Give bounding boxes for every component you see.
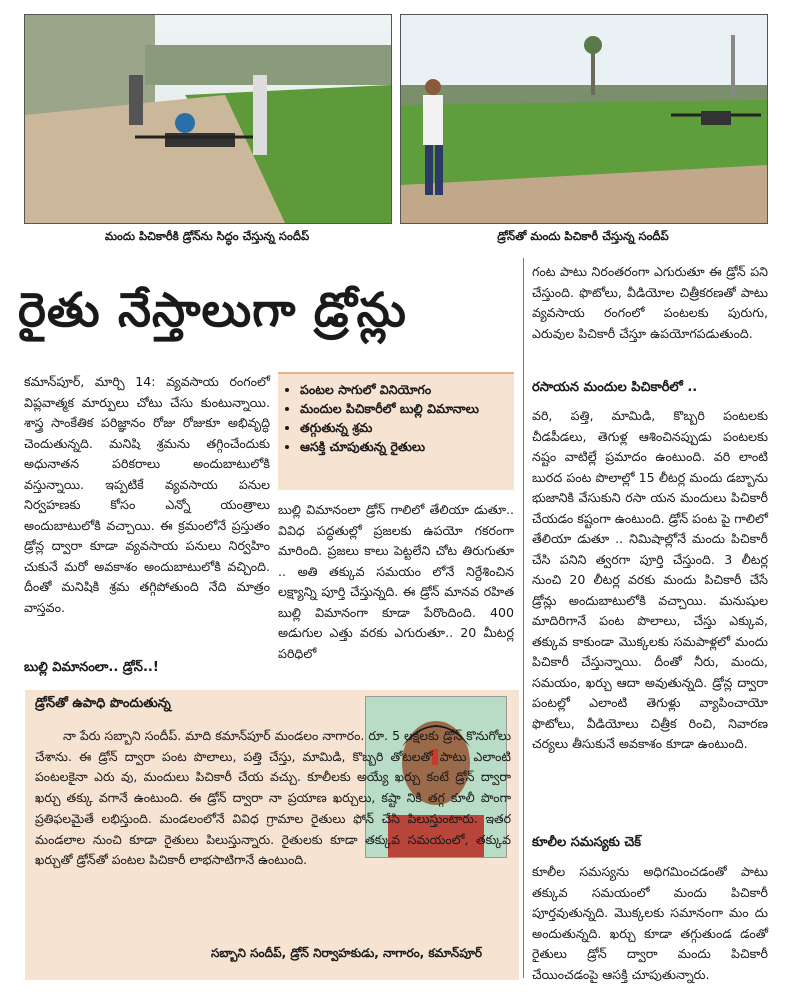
- interview-box: [25, 690, 519, 980]
- right-mid-text: వరి, పత్తి, మామిడి, కొబ్బరి పంటలకు చీడపీడలు, తెగుళ్ల ఆశించినప్పుడు పంటలకు నష్టం వాటిల్లే ప్రమాదం ఉంటుంది. వరి లాంటి బురద పంట పొలాల్లో 15 లీటర్ల మందు డబ్బాను భుజానికి వేసుకుని రసా యన మందులు పిచికారీ చేయడం కష్టంగా ఉంటుంది. డ్రోన్ పంట పై గాలిలో తేలియా డుతూ .. నిమిషాల్లోనే మందు పిచికారీ చేసి పనిని త్వరగా పూర్తి చేస్తుంది. 3 లీటర్ల నుంచి 20 లీటర్ల వరకు మందు పిచికారీ చేసే డ్రోన్లు అందుబాటులోకి వచ్చాయి. మనుషుల మాదిరిగానే పంట పొలాలు, చేస్తు ఎక్కువ, తక్కువ కాకుండా మొక్కలకు సమపాళ్లలో మందు పిచికారీ చేస్తున్నాయి. దీంతో నీరు, మందు, సమయం, ఖర్చు ఆదా అవుతున్నది. డ్రోన్ల ద్వారా పంటల్లో ఎలాంటి తెగుళ్లు వ్యాపించాయో ఫొటోలు, వీడియోలు చిత్రీక రించి, నివారణ చర్యలు తీసుకునే అవకాశం కూడా ఉంటుంది.: [532, 408, 768, 751]
- photo-drone-preparation: [24, 14, 392, 224]
- mid-paragraph: [278, 500, 514, 664]
- right-bottom-text: కూలీల సమస్యను అధిగమించడంతో పాటు తక్కువ సమయంలో మందు పిచికారీ పూర్తవుతున్నది. మొక్కలకు సమానంగా మం దు అందుతున్నది. ఖర్చు కూడా తగ్గుతుండ డంతో రైతులు డ్రోన్ ద్వారా మందు పిచికారీ చేయించడంపై ఆసక్తి చూపుతున్నారు.: [532, 864, 768, 982]
- subhead-kooleela: కూలీల సమస్యకు చెక్: [532, 835, 642, 850]
- photo-left-caption: మందు పిచికారీకి డ్రోన్‌ను సిద్ధం చేస్తున్న సందీప్: [104, 229, 310, 243]
- right-top-paragraph: [532, 262, 768, 344]
- drone-spraying-illustration: [401, 15, 767, 223]
- subhead-rasayana: రసాయన మందుల పిచికారీలో ..: [532, 380, 698, 395]
- interview-body: [35, 726, 511, 871]
- column-divider: [523, 258, 524, 978]
- drone-preparation-illustration: [25, 15, 391, 223]
- photo-right-caption: డ్రోన్‌తో మందు పిచికారీ చేస్తున్న సందీప్: [497, 229, 669, 243]
- mid-text: బుల్లి విమానంలా డ్రోన్ గాలిలో తేలియా డుతూ.. వివిధ పద్ధతుల్లో ప్రజలకు ఉపయో గకరంగా మారింది. ప్రజలు కాలు పెట్టలేని చోట తిరుగుతూ .. అతి తక్కువ సమయం లోనే నిర్దేశించిన లక్ష్యాన్ని పూర్తి చేస్తున్నది. ఈ డ్రోన్ మానవ రహిత బుల్లి విమానంగా కూడా పేరొందింది. 400 అడుగుల ఎత్తు వరకు ఎగురుతూ.. 20 మీటర్ల పరిధిలో: [278, 502, 514, 661]
- highlight-item: • మందుల పిచికారీలో బుల్లి విమానాలు: [300, 399, 506, 418]
- headline: రైతు నేస్తాలుగా డ్రోన్లు: [18, 283, 407, 338]
- highlight-item: • ఆసక్తి చూపుతున్న రైతులు: [300, 437, 506, 456]
- interview-text: నా పేరు సబ్బాని సందీప్. మాది కమాన్‌పూర్ మండలం నాగారం. రూ. 5 లక్షలకు డ్రోన్ కొనుగోలు చేశాను. ఈ డ్రోన్ ద్వారా పంట పొలాలు, పత్తి చేస్తు, మామిడి, కొబ్బరి తోటలతో పాటు ఎలాంటి పంటలకైనా ఎరు వు, మందులు పిచికారీ చేయ వచ్చు. కూలీలకు అయ్యే ఖర్చు కంటే డ్రోన్ ద్వారా ఖర్చు తక్కు వగానే ఉంటుంది. ఈ డ్రోన్ ద్వారా నా ప్రయాణ ఖర్చులు, కష్టా నికి తగ్గ కూలీ పొంగా ప్రతిఫలమైతే లభిస్తుంది. మండలంలోనే వివిధ గ్రామాల రైతులు ఫోన్ చేసి పిలుస్తుంటారు. ఇతర మండలాల నుంచి కూడా రైతులు పిలుస్తున్నారు. రైతులకు కూడా తక్కువ సమయంలో, తక్కువ ఖర్చుతో డ్రోన్‌తో పంటల పిచికారీ లాభసాటిగానే ఉంటుంది.: [35, 728, 511, 868]
- highlight-item: • పంటల సాగులో వినియోగం: [300, 380, 506, 399]
- subhead-bulli-vimanam: బుల్లి విమానంలా.. డ్రోన్..!: [24, 660, 159, 675]
- photo-drone-spraying: [400, 14, 768, 224]
- right-mid-paragraph: [532, 406, 768, 755]
- intro-text: కమాన్‌పూర్, మార్చి 14: వ్యవసాయ రంగంలో విప్లవాత్మక మార్పులు చోటు చేసు కుంటున్నాయి. శాస్త్ర సాంకేతిక పరిజ్ఞానం రోజు రోజుకూ అభివృద్ధి చెందుతున్నది. మనిషి శ్రమను తగ్గించేందుకు అధునాతన పరికరాలు అందుబాటులోకి వస్తున్నాయి. ఇప్పటికే వ్యవసాయ పనుల నిర్వహణకు కోసం ఎన్నో యంత్రాలు అందుబాటులోకి వచ్చాయి. ఈ క్రమంలోనే ప్రస్తుతం డ్రోన్ల ద్వారా కూడా వ్యవసాయ పనులు నిర్వహిం చుకునే మరో అవకాశం అందుబాటులోకి వచ్చింది. దీంతో మనిషికి శ్రమ తగ్గిపోతుంది నేది మాత్రం వాస్తవం.: [24, 374, 270, 615]
- right-top-text: గంట పాటు నిరంతరంగా ఎగురుతూ ఈ డ్రోన్ పని చేస్తుంది. ఫొటోలు, వీడియోల చిత్రీకరణతో పాటు వ్యవసాయ రంగంలో పంటలకు పురుగు, ఎరువుల పిచికారీ చేస్తూ ఉపయోగపడుతుంది.: [532, 264, 768, 341]
- highlights-list: [286, 380, 506, 456]
- interview-signature: సబ్బాని సందీప్, డ్రోన్ నిర్వాహకుడు, నాగారం, కమాన్‌పూర్: [211, 946, 483, 960]
- right-bottom-paragraph: [532, 862, 768, 985]
- highlights-box: [278, 372, 514, 490]
- intro-paragraph: [24, 372, 270, 618]
- highlight-item: • తగ్గుతున్న శ్రమ: [300, 418, 506, 437]
- interview-title: డ్రోన్‌తో ఉపాధి పొందుతున్న: [35, 696, 171, 711]
